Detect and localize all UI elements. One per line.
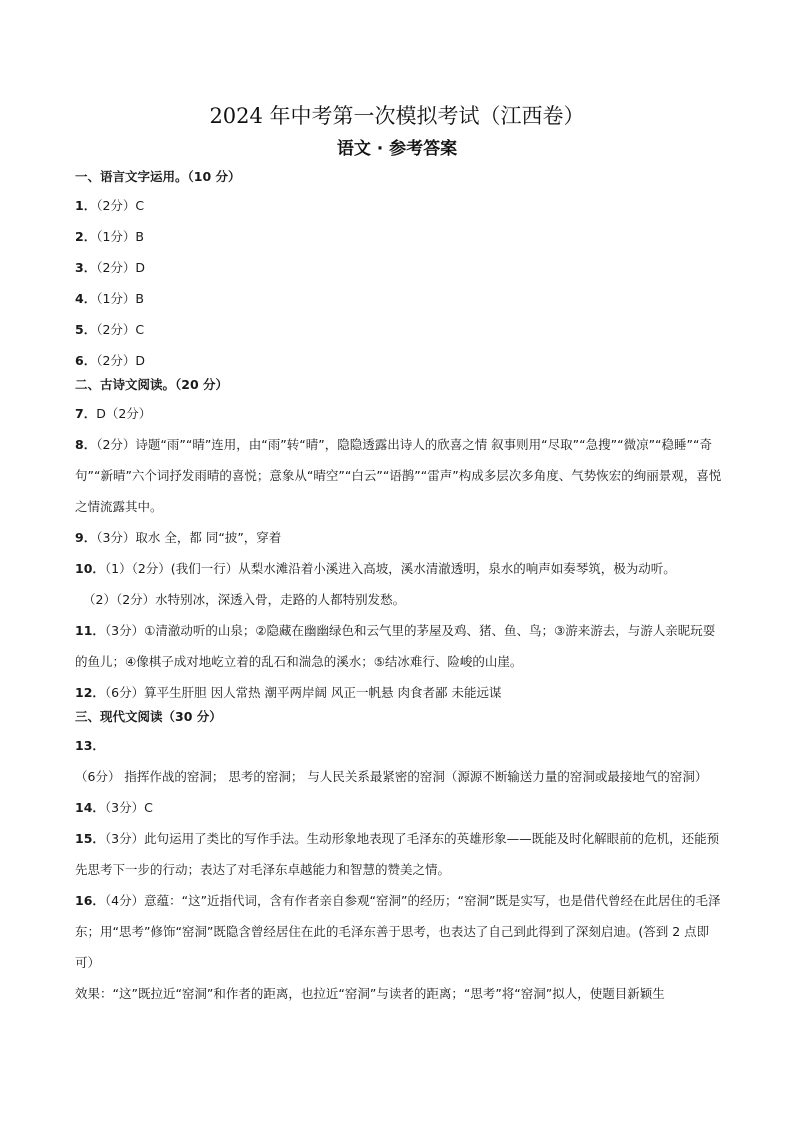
answer-number: 15． — [75, 831, 105, 846]
answer-item-15 — [75, 823, 725, 885]
answer-number: 1． — [75, 198, 97, 213]
answer-item-1 — [75, 190, 725, 221]
answer-text: （3分）此句运用了类比的写作手法。生动形象地表现了毛泽东的英雄形象——既能及时化解眼前的危机，还能预先思考下一步的行动；表达了对毛泽东卓越能力和智慧的赞美之情。 — [75, 831, 720, 877]
answer-item-3 — [75, 252, 725, 283]
section-heading-2: 二、古诗文阅读。（20 分） — [75, 377, 228, 392]
answer-text: （3分）取水 全，都 同“披”，穿着 — [96, 530, 282, 545]
answer-number: 7． — [75, 406, 97, 421]
answer-number: 4． — [75, 291, 97, 306]
answer-item-8 — [75, 429, 725, 522]
answer-item-5 — [75, 314, 725, 345]
answer-text: D（2分） — [96, 406, 152, 421]
answer-number: 14． — [75, 800, 105, 815]
answer-item-16 — [75, 885, 725, 978]
page-subtitle: 语文 · 参考答案 — [336, 139, 458, 159]
answer-item-4 — [75, 283, 725, 314]
answer-number: 16． — [75, 893, 105, 908]
answer-number: 8． — [75, 437, 97, 452]
answer-text: （2分）C — [96, 322, 145, 337]
answer-text: （2分）C — [96, 198, 145, 213]
answer-text-part-1: （1）（2分）(我们一行）从梨水滩沿着小溪进入高坡，溪水清澈透明，泉水的响声如奏琴筑，极为动听。 — [104, 561, 676, 576]
answer-text: （2分）D — [96, 353, 146, 368]
answer-item-7 — [75, 398, 725, 429]
answer-item-2 — [75, 221, 725, 252]
answer-text: （6分）算平生肝胆 因人常热 潮平两岸阔 风正一帆悬 肉食者鄙 未能远谋 — [104, 685, 502, 700]
answer-number: 9． — [75, 530, 97, 545]
answer-item-14 — [75, 792, 725, 823]
answer-text: （2分）诗题“雨”“晴”连用，由“雨”转“晴”，隐隐透露出诗人的欣喜之情 叙事则用“尽取”“急搜”“微凉”“稳睡”“奇句”“新晴”六个词抒发雨晴的喜悦；意象从“晴空”“白云”“语鹊”“雷声”构成多层次多角度、气势恢宏的绚丽景观，喜悦之情流露其中。 — [75, 437, 722, 514]
answer-content — [75, 168, 725, 1009]
section-heading-3: 三、现代文阅读（30 分） — [75, 709, 222, 724]
answer-text: （3分）①清澈动听的山泉；②隐藏在幽幽绿色和云气里的茅屋及鸡、猪、鱼、鸟；③游来游去，与游人亲昵玩耍的鱼儿；④像棋子成对地屹立着的乱石和湍急的溪水；⑤结冰难行、险峻的山崖。 — [75, 623, 716, 669]
answer-text: （1分）B — [96, 229, 144, 244]
answer-item-9 — [75, 522, 725, 553]
answer-number: 5． — [75, 322, 97, 337]
answer-text: （3分）C — [104, 800, 153, 815]
answer-item-10-part-2: （2）（2分）水特别冰，深透入骨，走路的人都特别发愁。 — [83, 592, 406, 607]
answer-item-11 — [75, 615, 725, 677]
answer-number: 2． — [75, 229, 97, 244]
answer-number: 11． — [75, 623, 105, 638]
answer-number: 12． — [75, 685, 105, 700]
answer-text: （2分）D — [96, 260, 146, 275]
answer-number: 10． — [75, 561, 105, 576]
answer-item-16-effect: 效果：“这”既拉近“窑洞”和作者的距离，也拉近“窑洞”与读者的距离；“思考”将“窑洞”拟人，使题目新颖生 — [75, 986, 665, 1001]
answer-item-6 — [75, 345, 725, 376]
answer-item-12 — [75, 677, 725, 708]
page-title: 2024 年中考第一次模拟考试（江西卷） — [209, 104, 585, 128]
answer-number: 13． — [75, 738, 105, 753]
answer-text: （4分）意蕴：“这”近指代词，含有作者亲自参观“窑洞”的经历；“窑洞”既是实写，也是借代曾经在此居住的毛泽东；用“思考”修饰“窑洞”既隐含曾经居住在此的毛泽东善于思考，也表达了自己到此得到了深刻启迪。(答到 2 点即可） — [75, 893, 721, 970]
answer-number: 6． — [75, 353, 97, 368]
section-heading-1: 一、语言文字运用。（10 分） — [75, 169, 241, 184]
answer-item-13 — [75, 730, 725, 792]
answer-item-10 — [75, 553, 725, 584]
answer-text: （1分）B — [96, 291, 144, 306]
answer-number: 3． — [75, 260, 97, 275]
answer-text: （6分） 指挥作战的窑洞； 思考的窑洞； 与人民关系最紧密的窑洞（源源不断输送力量的窑洞或最接地气的窑洞） — [75, 769, 708, 784]
